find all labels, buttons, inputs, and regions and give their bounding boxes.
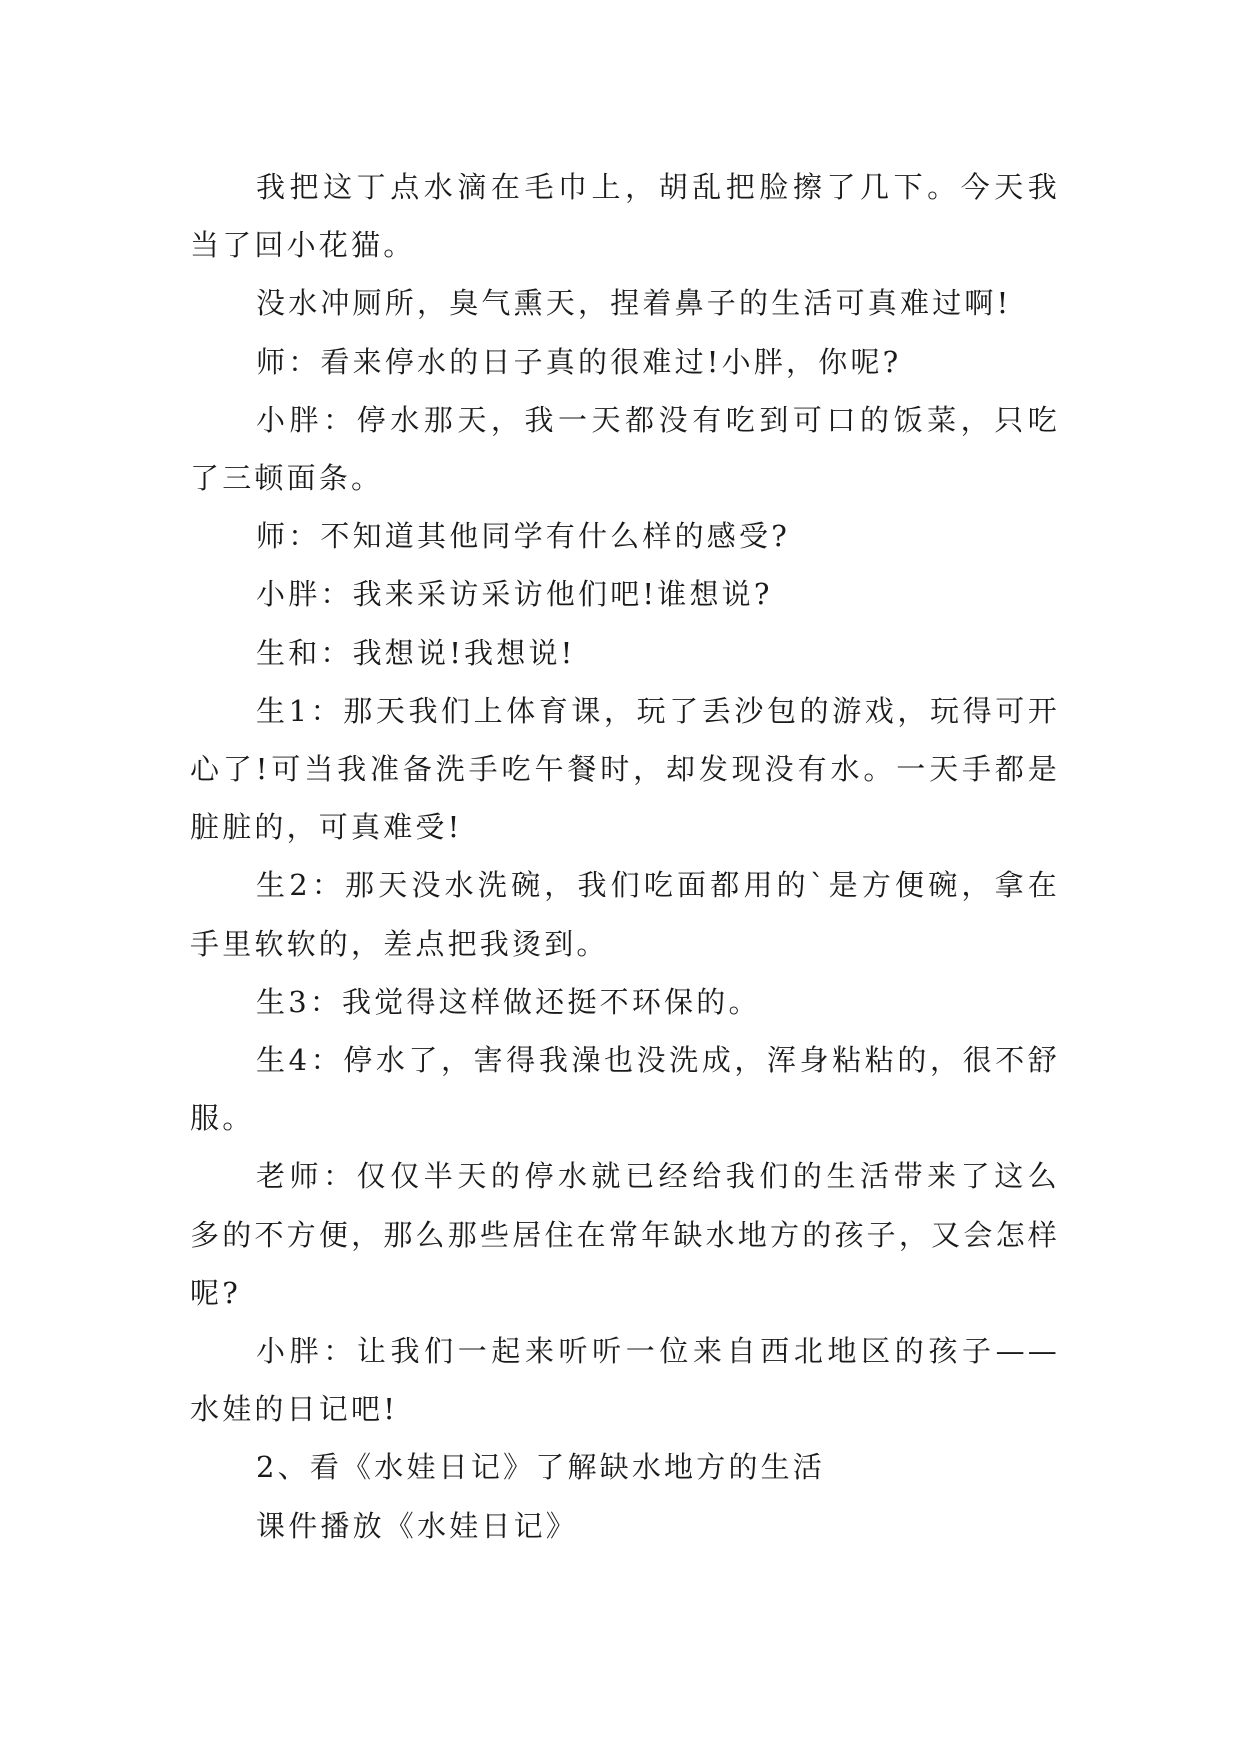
paragraph-xiaopang-interview: 小胖：我来采访采访他们吧!谁想说? [256,577,773,612]
paragraph-students-chorus: 生和：我想说!我想说! [256,635,576,670]
paragraph-student-4: 生4：停水了，害得我澡也没洗成，浑身粘粘的，很不舒服。 [190,1043,1060,1136]
paragraph-student-3: 生3：我觉得这样做还挺不环保的。 [256,984,761,1019]
paragraph-teacher-summary: 老师：仅仅半天的停水就已经给我们的生活带来了这么多的不方便，那么那些居住在常年缺水地方的孩子，又会怎样呢? [190,1159,1060,1310]
paragraph-teacher-others: 师：不知道其他同学有什么样的感受? [256,519,790,554]
paragraph-teacher-ask-xiaopang: 师：看来停水的日子真的很难过!小胖，你呢? [256,344,902,379]
paragraph-xiaopang-noodles: 小胖：停水那天，我一天都没有吃到可口的饭菜，只吃了三顿面条。 [190,402,1060,496]
paragraph-xiaopang-diary-intro: 小胖：让我们一起来听听一位来自西北地区的孩子——水娃的日记吧! [190,1334,1060,1427]
paragraph-no-flush-toilet: 没水冲厕所，臭气熏天，捏着鼻子的生活可真难过啊! [256,286,1012,321]
section-heading-diary: 2、看《水娃日记》了解缺水地方的生活 [256,1450,826,1485]
paragraph-wipe-face: 我把这丁点水滴在毛巾上，胡乱把脸擦了几下。今天我当了回小花猫。 [190,170,1060,263]
document-page [190,158,1060,1555]
paragraph-student-1: 生1：那天我们上体育课，玩了丢沙包的游戏，玩得可开心了!可当我准备洗手吃午餐时，却发现没有水。一天手都是脏脏的，可真难受! [190,693,1060,845]
paragraph-student-2: 生2：那天没水洗碗，我们吃面都用的`是方便碗，拿在手里软软的，差点把我烫到。 [190,868,1060,961]
paragraph-play-courseware: 课件播放《水娃日记》 [256,1508,579,1543]
